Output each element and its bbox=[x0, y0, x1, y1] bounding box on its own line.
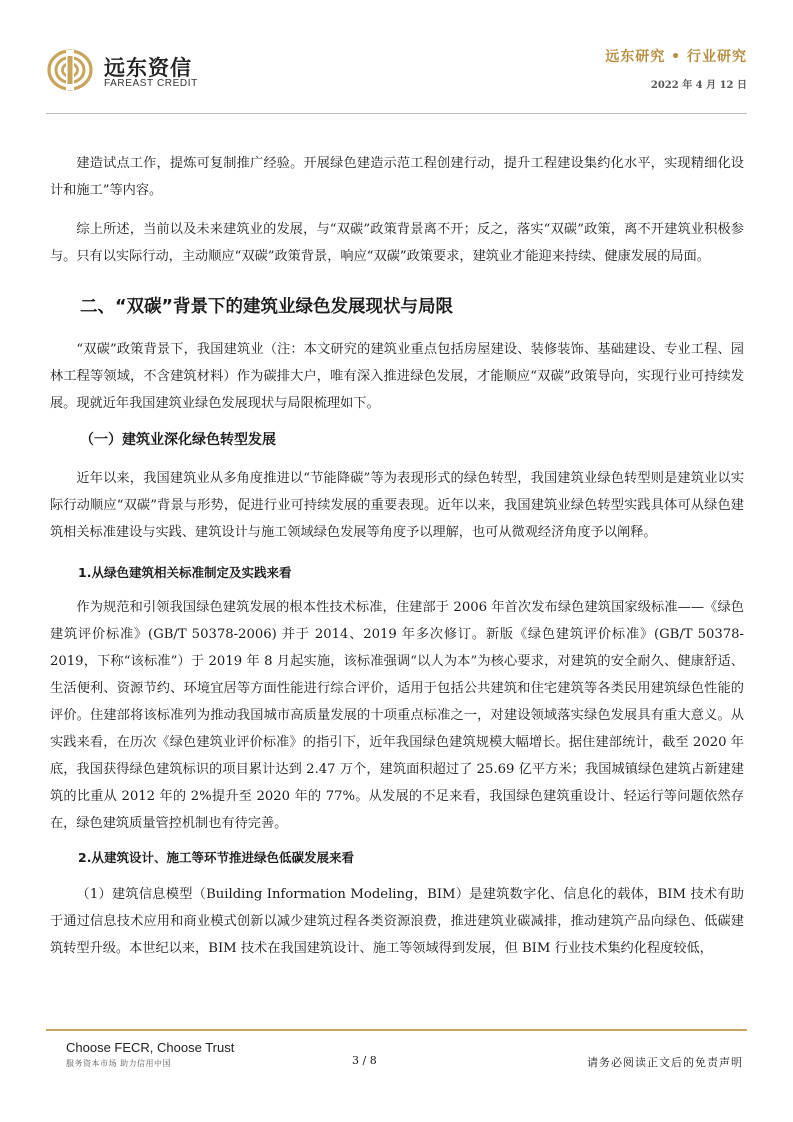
fareast-credit-logo bbox=[46, 48, 196, 92]
footer-divider bbox=[46, 1029, 747, 1031]
paragraph-5: 作为规范和引领我国绿色建筑发展的根本性技术标准，住建部于 2006 年首次发布绿色建筑国家级标准——《绿色建筑评价标准》(GB/T 50378-2006) 并于 2014、2019 年多次修订。新版《绿色建筑评价标准》(GB/T 50378-2019，下称“该标准”）于 2019 年 8 月起实施，该标准强调“以人为本”为核心要求，对建筑的安全耐久、健康舒适、生活便利、资源节约、环境宜居等方面性能进行综合评价，适用于包括公共建筑和住宅建筑等各类民用建筑绿色性能的评价。住建部将该标准列为推动我国城市高质量发展的十项重点标准之一，对建设领域落实绿色发展具有重大意义。从实践来看，在历次《绿色建筑业评价标准》的指引下，近年我国绿色建筑规模大幅增长。据住建部统计，截至 2020 年底，我国获得绿色建筑标识的项目累计达到 2.47 万个，建筑面积超过了 25.69 亿平方米；我国城镇绿色建筑占新建建筑的比重从 2012 年的 2%提升至 2020 年的 77%。从发展的不足来看，我国绿色建筑重设计、轻运行等问题依然存在，绿色建筑质量管控机制也有待完善。 bbox=[50, 600, 744, 831]
subsection-1-title: （一）建筑业深化绿色转型发展 bbox=[80, 432, 276, 448]
footer-subslogan: 服务资本市场 助力信用中国 bbox=[66, 1059, 172, 1068]
report-series: 远东研究 • 行业研究 bbox=[605, 49, 747, 65]
paragraph-2: 综上所述，当前以及未来建筑业的发展，与“双碳”政策背景离不开；反之，落实“双碳”政策，离不开建筑业积极参与。只有以实际行动，主动顺应“双碳”政策背景，响应“双碳”政策要求，建筑业才能迎来持续、健康发展的局面。 bbox=[50, 222, 744, 264]
header-right bbox=[605, 46, 747, 91]
item-1-title: 1.从绿色建筑相关标准制定及实践来看 bbox=[78, 565, 292, 580]
page-header bbox=[0, 0, 793, 118]
header-divider bbox=[46, 113, 747, 114]
item-2-title: 2.从建筑设计、施工等环节推进绿色低碳发展来看 bbox=[78, 850, 354, 865]
paragraph-4: 近年以来，我国建筑业从多角度推进以“节能降碳”等为表现形式的绿色转型，我国建筑业绿色转型则是建筑业以实际行动顺应“双碳”背景与形势，促进行业可持续发展的重要表现。近年以来，我国建筑业绿色转型实践具体可从绿色建筑相关标准建设与实践、建筑设计与施工领域绿色发展等角度予以理解，也可从微观经济角度予以阐释。 bbox=[50, 471, 744, 540]
section-2-title: 二、“双碳”背景下的建筑业绿色发展现状与局限 bbox=[80, 297, 454, 317]
page-number: 3 / 8 bbox=[352, 1054, 377, 1067]
footer-slogan: Choose FECR, Choose Trust bbox=[66, 1040, 235, 1055]
report-date: 2022 年 4 月 12 日 bbox=[650, 80, 747, 91]
disclaimer-notice: 请务必阅读正文后的免责声明 bbox=[587, 1056, 743, 1069]
brand-name-cn: 远东资信 bbox=[104, 56, 192, 80]
page-body bbox=[50, 150, 744, 962]
logo-rings-icon bbox=[46, 48, 96, 92]
paragraph-6: （1）建筑信息模型（Building Information Modeling，BIM）是建筑数字化、信息化的载体，BIM 技术有助于通过信息技术应用和商业模式创新以减少建筑过程各类资源浪费，推进建筑业碳减排，推动建筑产品向绿色、低碳建筑转型升级。本世纪以来，BIM 技术在我国建筑设计、施工等领域得到发展，但 BIM 行业技术集约化程度较低， bbox=[50, 887, 744, 956]
paragraph-1: 建造试点工作，提炼可复制推广经验。开展绿色建造示范工程创建行动，提升工程建设集约化水平，实现精细化设计和施工”等内容。 bbox=[50, 156, 744, 198]
brand-name-en: FAREAST CREDIT bbox=[104, 78, 198, 89]
paragraph-3: “双碳”政策背景下，我国建筑业（注：本文研究的建筑业重点包括房屋建设、装修装饰、基础建设、专业工程、园林工程等领域，不含建筑材料）作为碳排大户，唯有深入推进绿色发展，才能顺应“双碳”政策导向，实现行业可持续发展。现就近年我国建筑业绿色发展现状与局限梳理如下。 bbox=[50, 342, 744, 411]
